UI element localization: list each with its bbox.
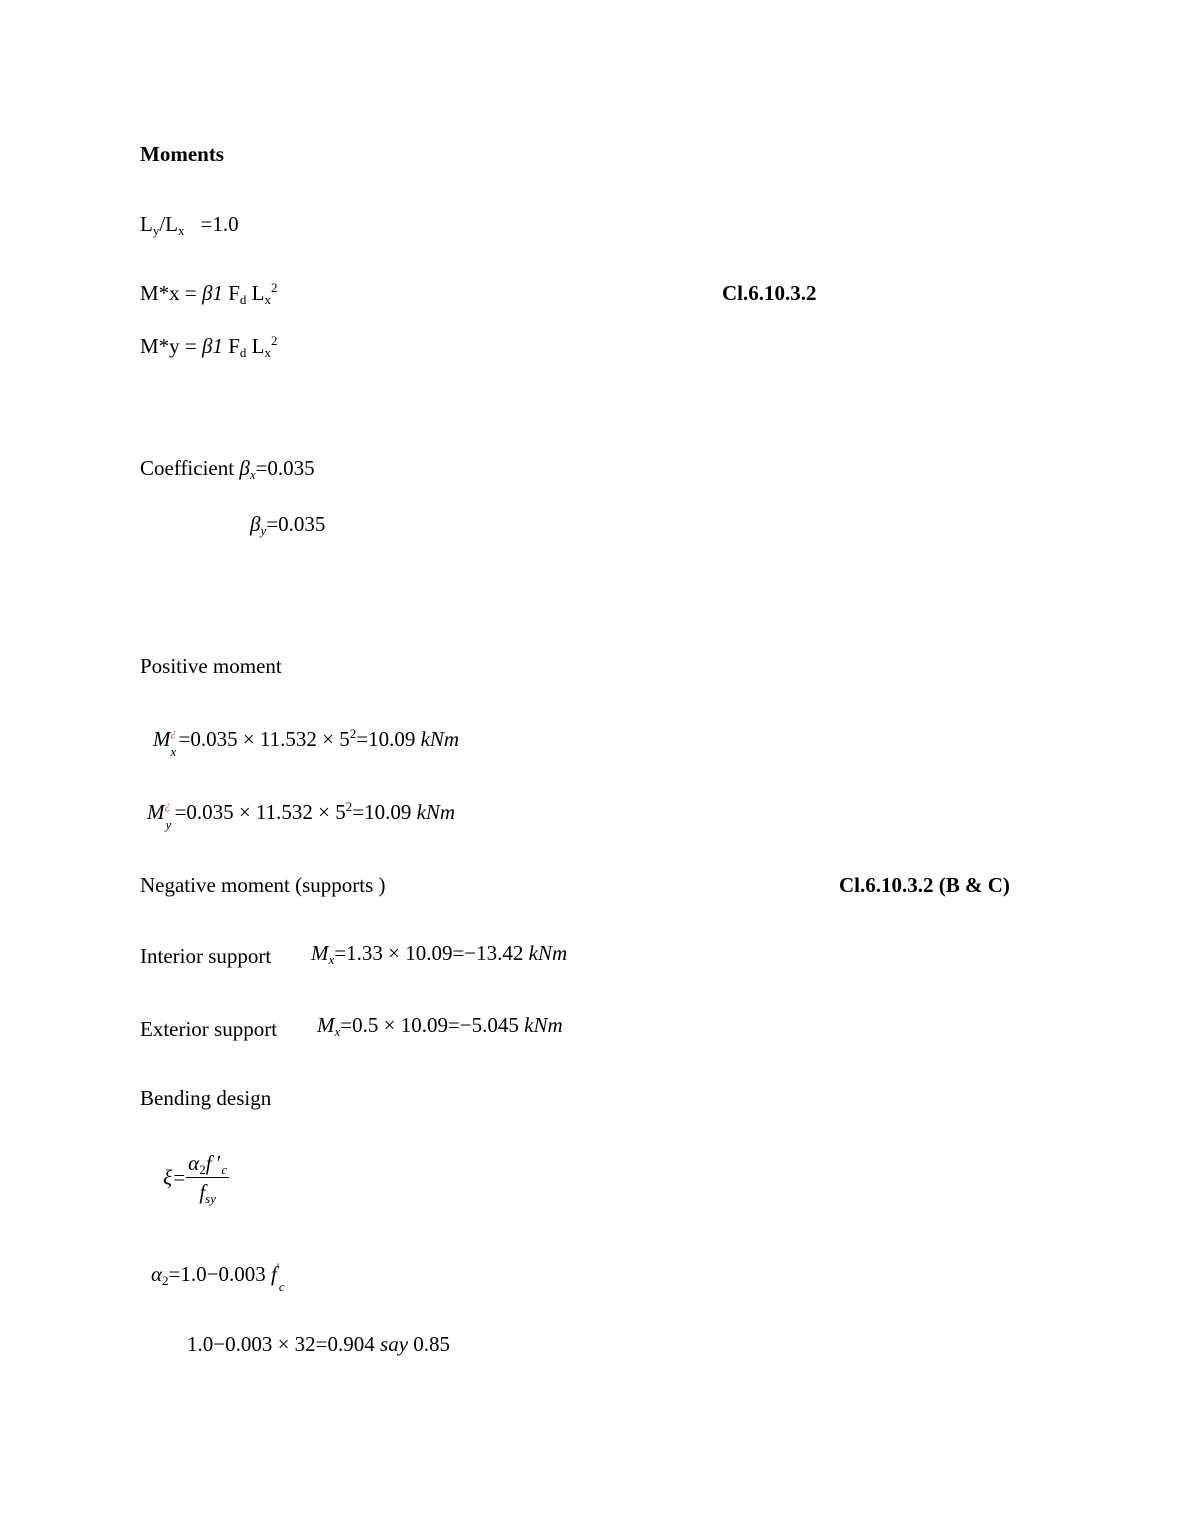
unit-knm: kNm xyxy=(420,727,460,751)
alpha-symbol: α xyxy=(188,1151,200,1175)
alpha-subscript: 2 xyxy=(162,1273,169,1288)
coefficient-label: Coefficient xyxy=(140,456,240,480)
interior-expression: =1.33 × 10.09=−13.42 xyxy=(334,941,529,965)
f-subscript: d xyxy=(239,345,247,360)
positive-moment-my: M ¿ y $=0.035 \times 11.532 \times 5^2=10.09$ kNm xyxy=(147,798,456,832)
ly-symbol: L xyxy=(140,212,153,236)
exponent: 2 xyxy=(345,799,353,814)
calc-result: 0.85 xyxy=(408,1332,451,1356)
ly-subscript: y xyxy=(152,223,160,238)
l-symbol: L xyxy=(246,281,265,305)
l-subscript: x xyxy=(264,345,271,360)
f-subscript: c xyxy=(221,1162,228,1177)
l-subscript: x xyxy=(264,292,271,307)
interior-support-label: Interior support xyxy=(140,944,272,968)
unit-knm: kNm xyxy=(528,941,568,965)
mx-result: =10.09 xyxy=(356,727,421,751)
negative-clause-reference: Cl.6.10.3.2 (B & C) xyxy=(839,873,1010,897)
alpha-subscript: 2 xyxy=(199,1162,206,1177)
f-symbol: f xyxy=(270,1262,277,1286)
l-superscript: 2 xyxy=(271,333,278,348)
equation-my xyxy=(140,333,278,360)
bending-design-title: Bending design xyxy=(140,1086,272,1110)
m-symbol: M xyxy=(317,1013,335,1037)
beta1-symbol: β1 xyxy=(202,334,223,358)
f-symbol: f xyxy=(199,1180,206,1204)
calc-expression: 1.0−0.003 × 32=0.904 xyxy=(187,1332,381,1356)
mx-expression: =0.035 × 11.532 × 5 xyxy=(178,727,350,751)
exterior-support-label: Exterior support xyxy=(140,1017,278,1041)
f-symbol: F xyxy=(222,281,240,305)
beta-x-value: =0.035 xyxy=(255,456,315,480)
xi-lhs: ξ= xyxy=(163,1165,187,1190)
coefficient-beta-x xyxy=(140,456,315,482)
beta1-symbol: β1 xyxy=(202,281,223,305)
m-symbol: M xyxy=(311,941,329,965)
m-subscript: x xyxy=(334,1024,341,1039)
my-lhs: M*y = xyxy=(140,334,203,358)
ratio-value: =1.0 xyxy=(200,212,239,236)
positive-moment-mx: M ¿ x $=0.035 \times 11.532 \times 5^2=10.09$ kNm xyxy=(153,725,460,759)
alpha-symbol: α xyxy=(151,1262,163,1286)
exponent: 2 xyxy=(349,726,357,741)
equation-mx xyxy=(140,280,278,307)
f-symbol: F xyxy=(222,334,240,358)
exterior-expression: =0.5 × 10.09=−5.045 xyxy=(340,1013,525,1037)
beta-symbol: β xyxy=(250,512,261,536)
xi-fraction xyxy=(186,1151,229,1206)
beta-subscript: x xyxy=(249,467,256,482)
my-result: =10.09 xyxy=(352,800,417,824)
say-word: say xyxy=(380,1332,409,1356)
m-symbol: M xyxy=(147,800,165,824)
interior-support-equation xyxy=(311,941,568,967)
coefficient-beta-y xyxy=(250,512,326,538)
exterior-support-equation xyxy=(317,1013,563,1039)
prime-mark: ′ xyxy=(211,1151,222,1175)
alpha2-calculation xyxy=(187,1334,450,1355)
beta-symbol: β xyxy=(239,456,250,480)
f-subscript: sy xyxy=(205,1191,217,1206)
xi-numerator xyxy=(186,1153,229,1178)
lx-subscript: x xyxy=(178,223,185,238)
xi-denominator xyxy=(186,1178,229,1206)
l-symbol: L xyxy=(246,334,265,358)
m-symbol: M xyxy=(153,727,171,751)
unit-knm: kNm xyxy=(416,800,456,824)
my-expression: =0.035 × 11.532 × 5 xyxy=(174,800,346,824)
mx-lhs: M*x = xyxy=(140,281,203,305)
span-ratio xyxy=(140,212,239,238)
negative-moment-title: Negative moment (supports ) xyxy=(140,873,386,897)
l-superscript: 2 xyxy=(271,280,278,295)
clause-reference: Cl.6.10.3.2 xyxy=(722,281,817,305)
ratio-slash: / xyxy=(159,212,166,236)
unit-knm: kNm xyxy=(524,1013,563,1037)
lx-symbol: L xyxy=(165,212,178,236)
beta-y-value: =0.035 xyxy=(266,512,326,536)
xi-formula xyxy=(163,1151,229,1206)
alpha2-formula: $\alpha_2=1.0-0.003$ f ′ c xyxy=(151,1260,285,1294)
f-subscript: d xyxy=(239,292,247,307)
section-heading-moments: Moments xyxy=(140,142,224,166)
beta-subscript: y xyxy=(260,523,267,538)
m-subscript: x xyxy=(328,952,335,967)
positive-moment-title: Positive moment xyxy=(140,654,282,678)
alpha2-expression: =1.0−0.003 xyxy=(168,1262,271,1286)
f-symbol: f xyxy=(205,1151,212,1175)
